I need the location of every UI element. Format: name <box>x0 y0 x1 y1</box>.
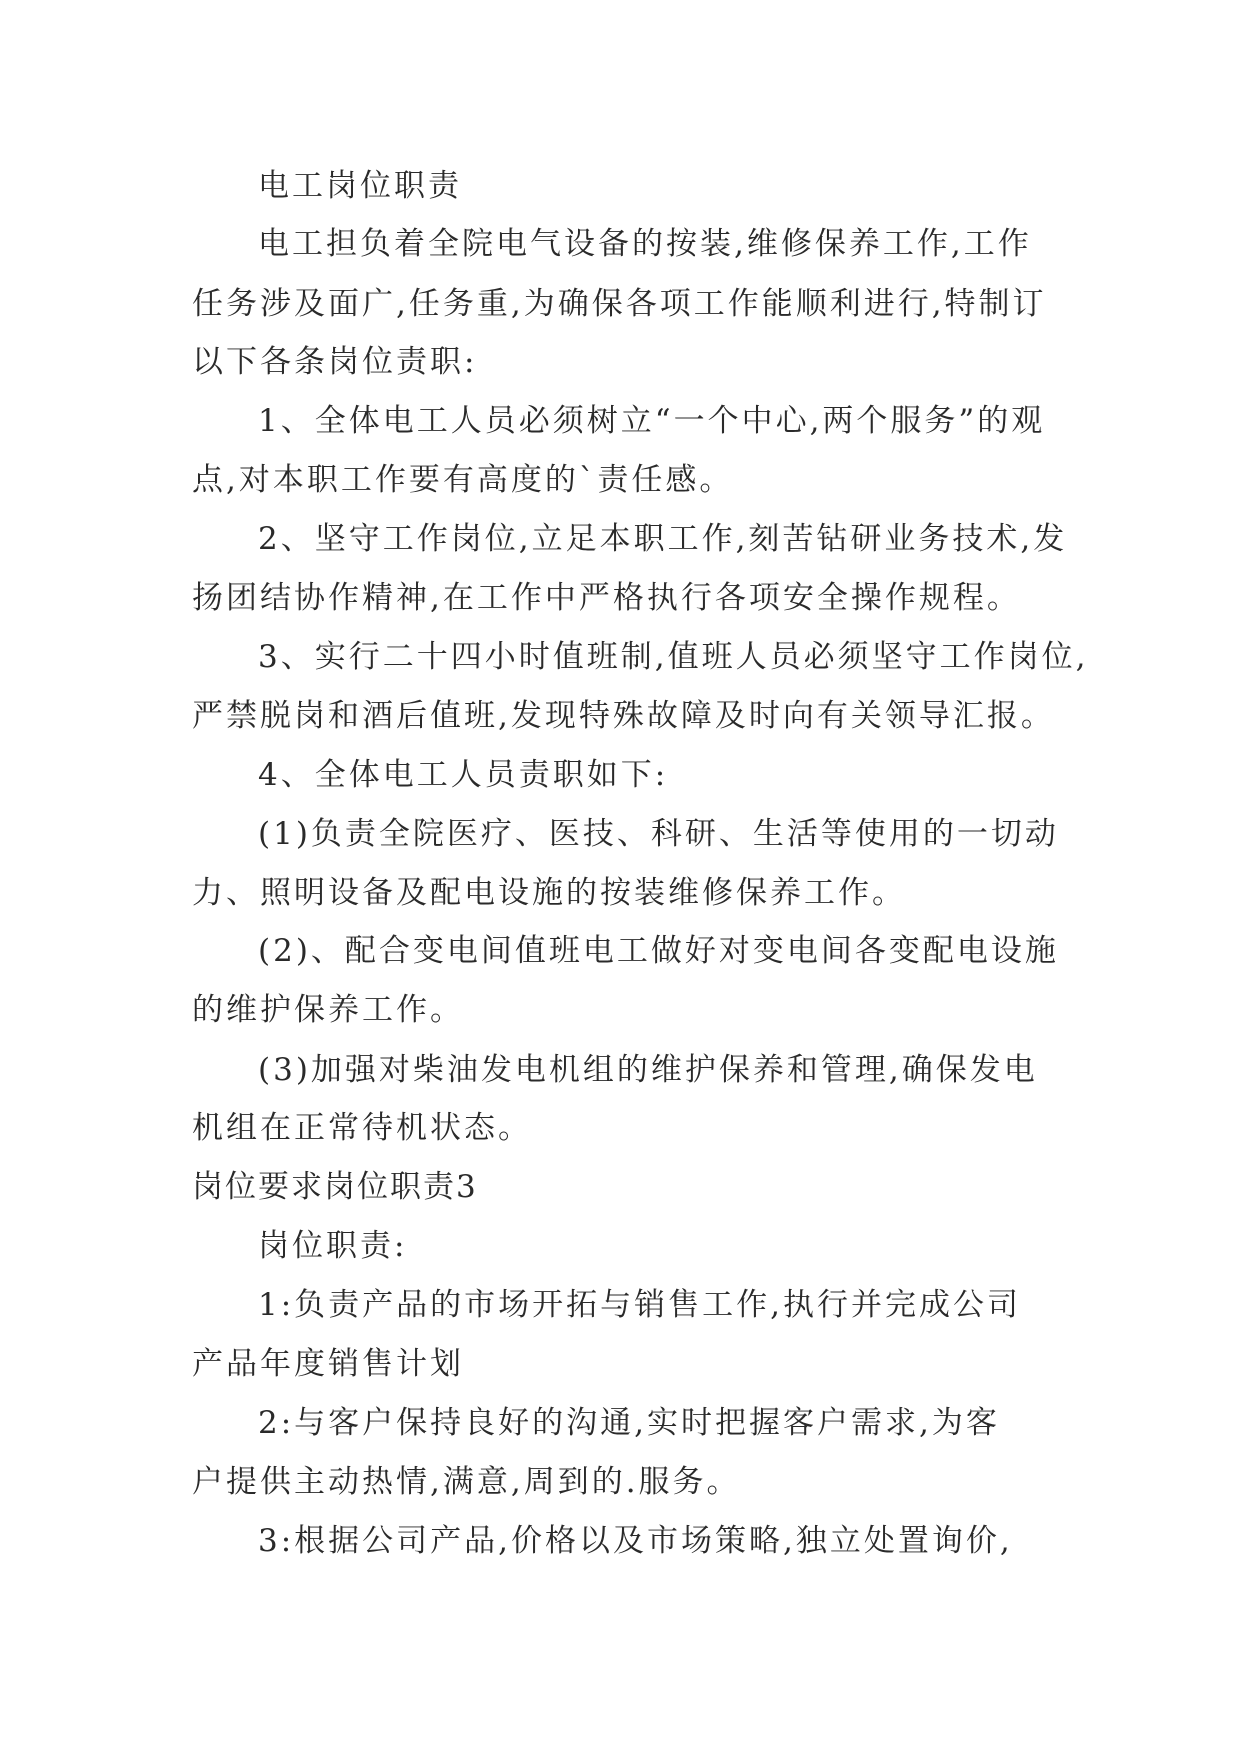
sub-item-line: 机组在正常待机状态。 <box>192 1110 532 1146</box>
duty-item-line: 1:负责产品的市场开拓与销售工作,执行并完成公司 <box>258 1287 1022 1323</box>
list-item-line: 2、坚守工作岗位,立足本职工作,刻苦钻研业务技术,发 <box>258 521 1068 557</box>
list-item-line: 1、全体电工人员必须树立“一个中心,两个服务”的观 <box>258 403 1046 439</box>
paragraph-line: 电工担负着全院电气设备的按装,维修保养工作,工作 <box>258 226 1032 262</box>
paragraph-line: 以下各条岗位责职: <box>192 344 478 380</box>
duty-item-line: 2:与客户保持良好的沟通,实时把握客户需求,为客 <box>258 1405 1000 1441</box>
sub-item-line: 的维护保养工作。 <box>192 992 464 1028</box>
subheading: 岗位职责: <box>258 1228 408 1264</box>
list-item-line: 扬团结协作精神,在工作中严格执行各项安全操作规程。 <box>192 580 1021 616</box>
duty-item-line: 3:根据公司产品,价格以及市场策略,独立处置询价, <box>258 1523 1013 1559</box>
section-heading: 岗位要求岗位职责3 <box>192 1169 478 1205</box>
doc-title: 电工岗位职责 <box>258 168 462 204</box>
sub-item-line: (1)负责全院医疗、医技、科研、生活等使用的一切动 <box>258 816 1059 852</box>
paragraph-line: 任务涉及面广,任务重,为确保各项工作能顺利进行,特制订 <box>192 286 1047 322</box>
sub-item-line: 力、照明设备及配电设施的按装维修保养工作。 <box>192 875 906 911</box>
list-item-line: 点,对本职工作要有高度的`责任感。 <box>192 462 734 498</box>
list-item-line: 4、全体电工人员责职如下: <box>258 757 669 793</box>
list-item-line: 严禁脱岗和酒后值班,发现特殊故障及时向有关领导汇报。 <box>192 698 1055 734</box>
sub-item-line: (2)、配合变电间值班电工做好对变电间各变配电设施 <box>258 933 1059 969</box>
sub-item-line: (3)加强对柴油发电机组的维护保养和管理,确保发电 <box>258 1052 1038 1088</box>
duty-item-line: 户提供主动热情,满意,周到的.服务。 <box>192 1464 741 1500</box>
list-item-line: 3、实行二十四小时值班制,值班人员必须坚守工作岗位, <box>258 639 1089 675</box>
duty-item-line: 产品年度销售计划 <box>192 1346 464 1382</box>
